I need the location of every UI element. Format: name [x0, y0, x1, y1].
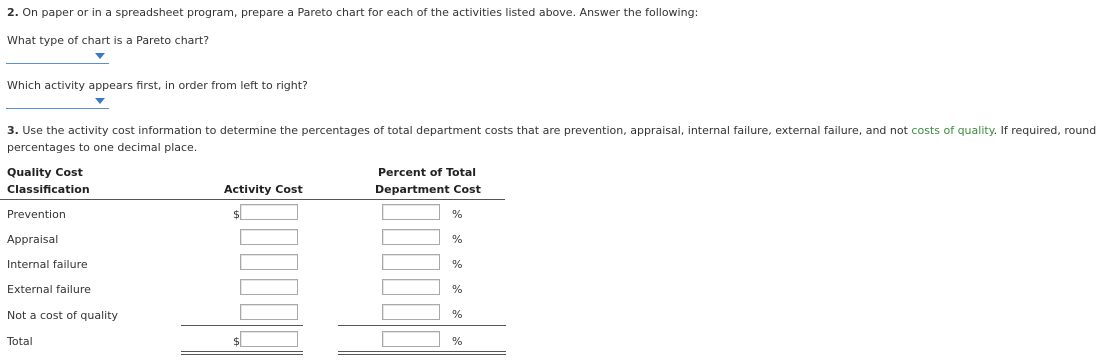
not-cost-of-quality-percent-input[interactable]: [382, 304, 440, 320]
question-3-text-line2: percentages to one decimal place.: [7, 141, 198, 154]
question-2-number: 2.: [7, 6, 19, 19]
percent-sign: %: [452, 258, 463, 271]
cost-double-rule-top: [181, 351, 303, 352]
percent-sign: %: [452, 233, 463, 246]
not-cost-of-quality-cost-input[interactable]: [240, 304, 298, 320]
question-3-text: Use the activity cost information to determine the percentages of total department costs that are prevention, appraisal, internal failure, external failure, and not: [22, 124, 912, 137]
header-divider: [0, 199, 505, 200]
appraisal-percent-input[interactable]: [382, 229, 440, 245]
prevention-percent-input[interactable]: [382, 204, 440, 220]
dollar-sign: $: [233, 335, 240, 348]
costs-of-quality-link[interactable]: costs of quality: [911, 124, 994, 137]
chart-type-dropdown[interactable]: [6, 49, 109, 64]
question-2-sub1-label: What type of chart is a Pareto chart?: [7, 34, 210, 47]
total-cost-input[interactable]: [240, 331, 298, 347]
first-activity-dropdown[interactable]: [6, 94, 109, 109]
percent-sign: %: [452, 208, 463, 221]
question-2-prompt: [7, 6, 698, 19]
row-label-prevention: Prevention: [7, 208, 66, 221]
row-label-appraisal: Appraisal: [7, 233, 59, 246]
row-label-total: Total: [7, 335, 33, 348]
col-classification-header-line1: Quality Cost: [7, 166, 83, 179]
col-percent-header-line1: Percent of Total: [378, 166, 477, 179]
prevention-cost-input[interactable]: [240, 204, 298, 220]
row-label-not-cost-of-quality: Not a cost of quality: [7, 309, 119, 322]
col-percent-header-line2: Department Cost: [375, 183, 481, 196]
percent-sign: %: [452, 308, 463, 321]
question-3-number: 3.: [7, 124, 19, 137]
percent-double-rule-top: [338, 351, 506, 352]
row-label-external-failure: External failure: [7, 283, 91, 296]
internal-failure-percent-input[interactable]: [382, 254, 440, 270]
appraisal-cost-input[interactable]: [240, 229, 298, 245]
dropdown-caret-icon: [95, 53, 105, 59]
question-3-text-end: . If required, round: [993, 124, 1096, 137]
question-2-text: On paper or in a spreadsheet program, prepare a Pareto chart for each of the activities listed above. Answer the following:: [22, 6, 699, 19]
dropdown-caret-icon: [95, 98, 105, 104]
external-failure-percent-input[interactable]: [382, 279, 440, 295]
percent-total-rule: [338, 325, 506, 326]
total-percent-input[interactable]: [382, 331, 440, 347]
percent-double-rule-bottom: [338, 354, 506, 355]
col-activity-cost-header: Activity Cost: [224, 183, 303, 196]
internal-failure-cost-input[interactable]: [240, 254, 298, 270]
question-2-sub2-label: Which activity appears first, in order from left to right?: [7, 79, 308, 92]
row-label-internal-failure: Internal failure: [7, 258, 88, 271]
percent-sign: %: [452, 283, 463, 296]
cost-double-rule-bottom: [181, 354, 303, 355]
dollar-sign: $: [233, 208, 240, 221]
cost-total-rule: [181, 325, 303, 326]
external-failure-cost-input[interactable]: [240, 279, 298, 295]
question-3-prompt: [7, 124, 1096, 137]
col-classification-header-line2: Classification: [7, 183, 90, 196]
percent-sign: %: [452, 335, 463, 348]
